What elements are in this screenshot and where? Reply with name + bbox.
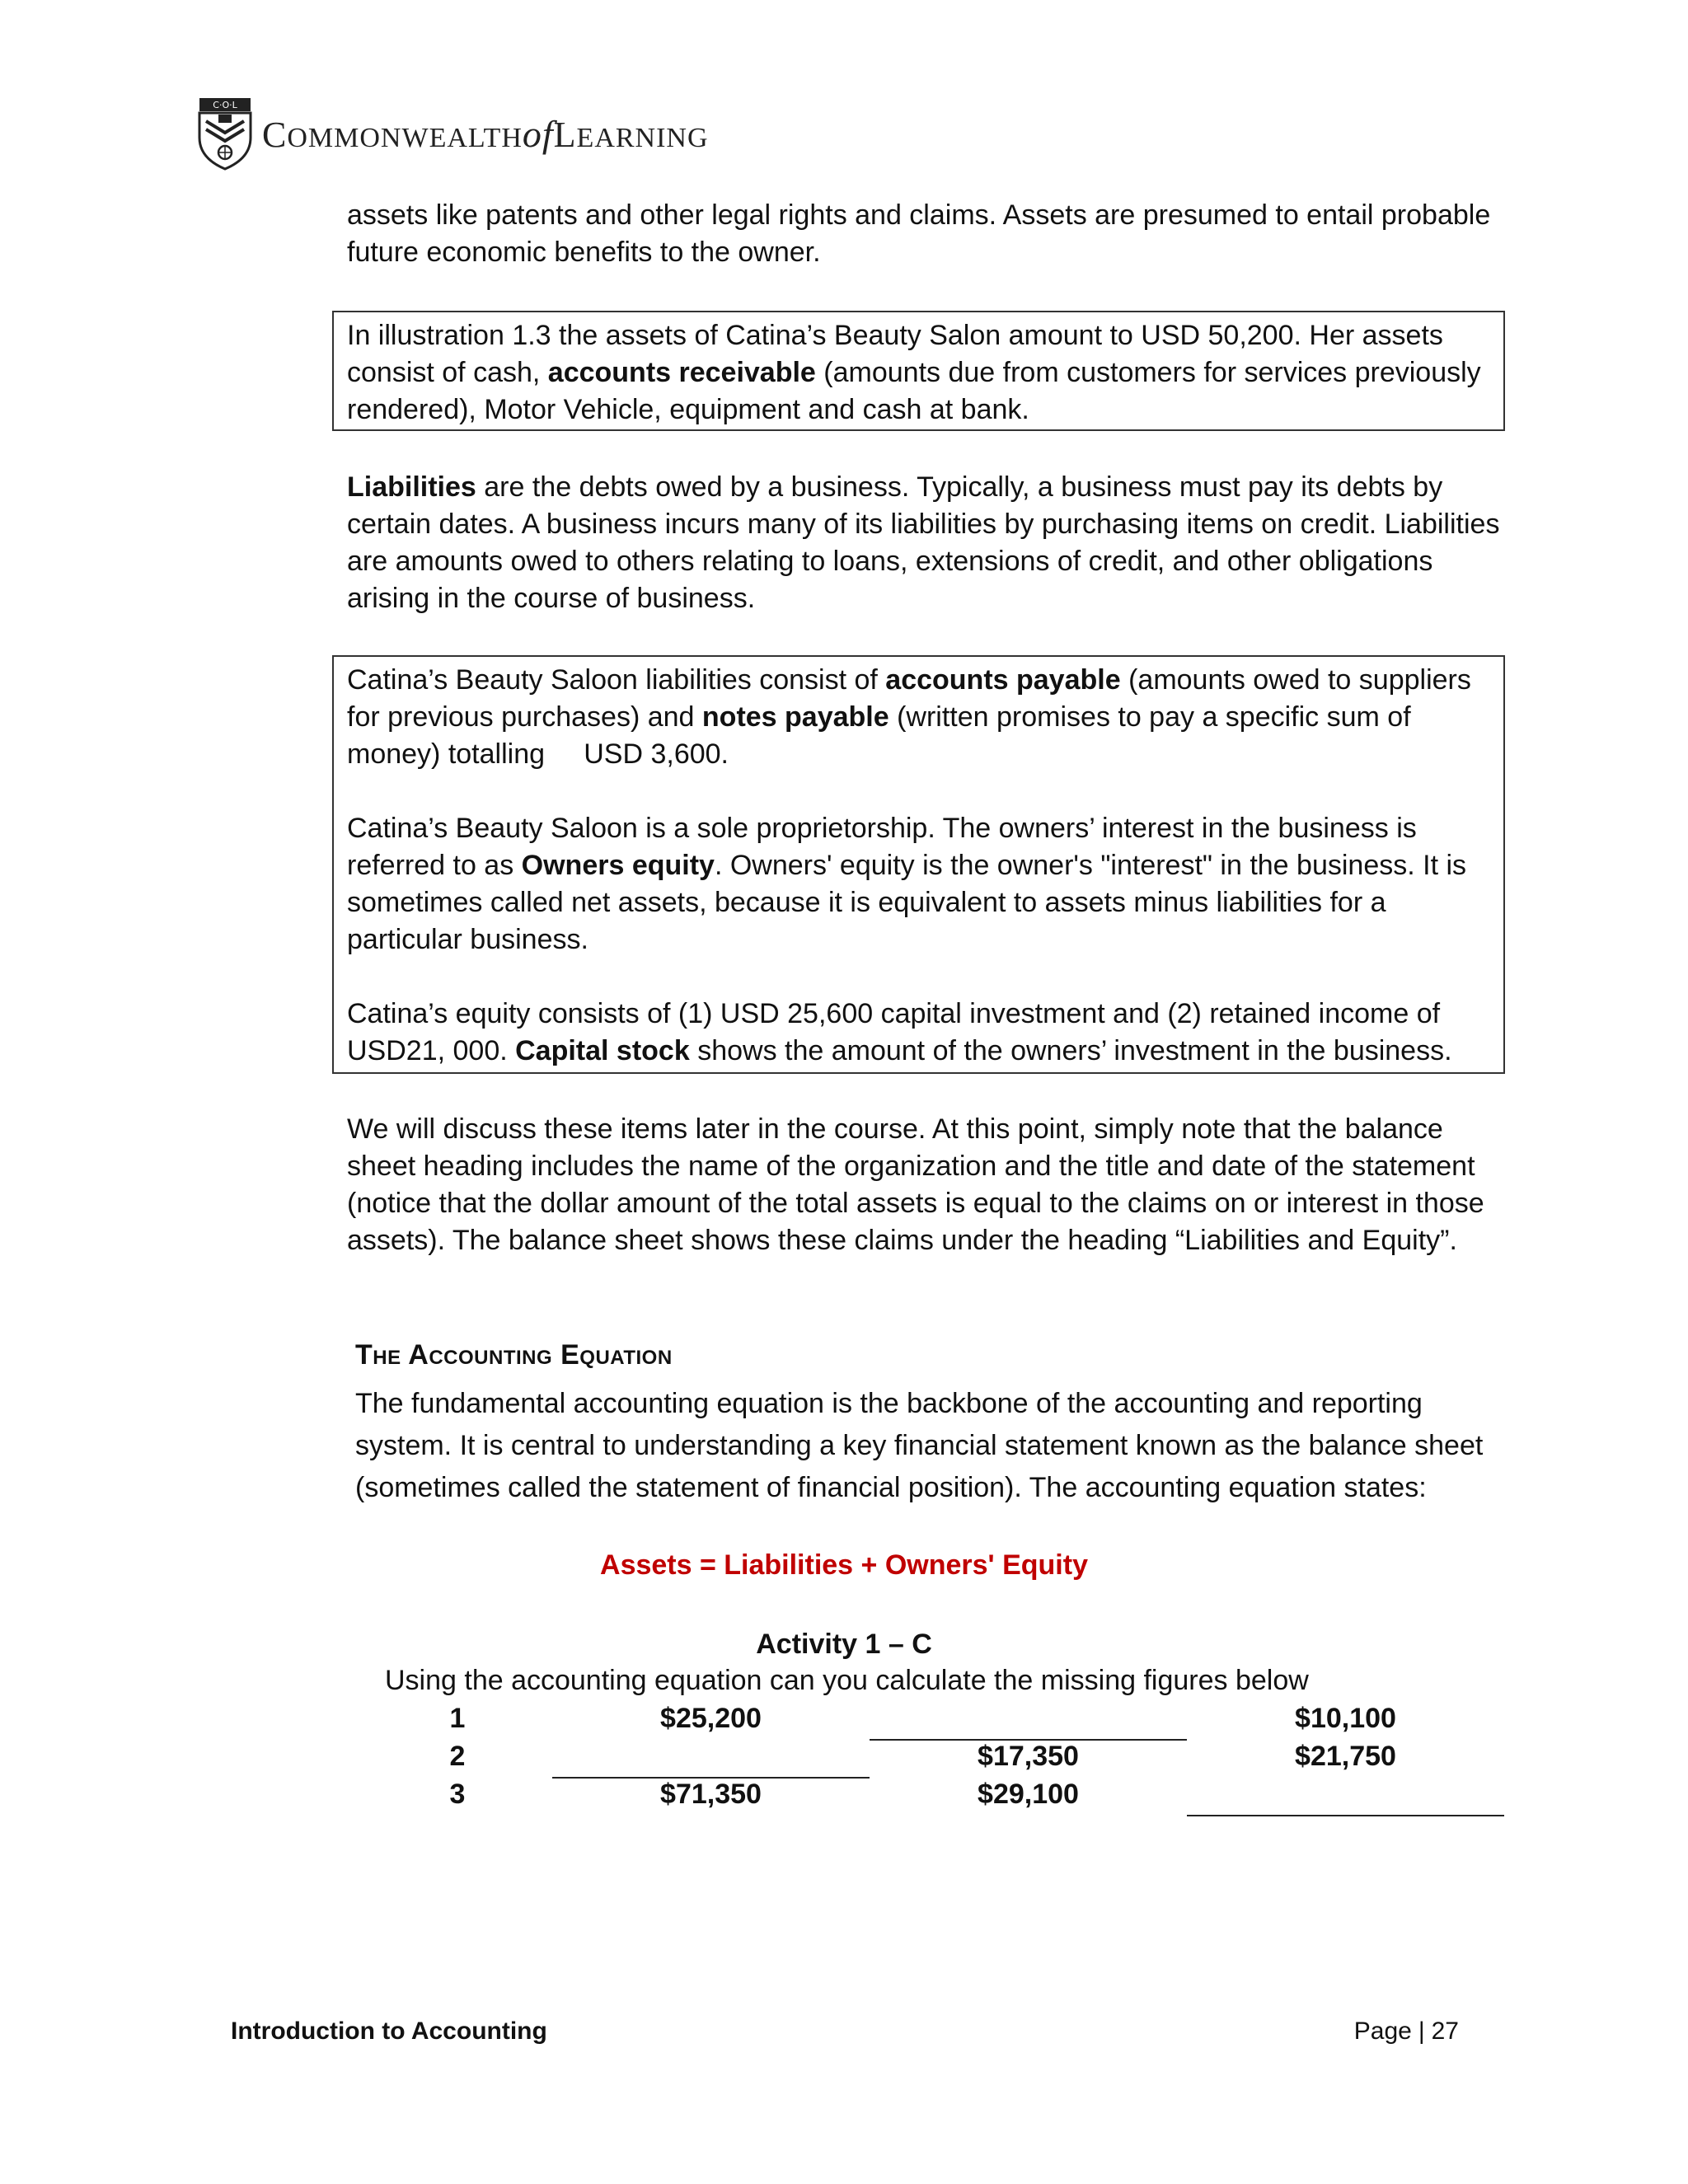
activity-title: Activity 1 – C xyxy=(756,1629,932,1660)
row-number: 3 xyxy=(449,1779,466,1810)
paragraph-assets-intro: assets like patents and other legal rights and claims. Assets are presumed to entail probable future economic benefits to the owner. xyxy=(347,199,1491,268)
footer-course-title: Introduction to Accounting xyxy=(231,2018,547,2045)
row-number: 1 xyxy=(449,1703,466,1734)
row-number: 2 xyxy=(449,1741,466,1772)
activity-row xyxy=(0,1741,1688,1779)
col-crest-icon xyxy=(196,96,254,171)
box-liabilities-text: Catina’s Beauty Saloon liabilities consist of accounts payable (amounts owed to suppliers for previous purchases) and notes payable (written promises to pay a specific sum of money) totalling USD 3,600. xyxy=(347,664,1471,770)
equity-value: $21,750 xyxy=(1295,1741,1396,1772)
crest-letters: C·O·L xyxy=(213,100,237,110)
liabilities-value: $17,350 xyxy=(978,1741,1079,1772)
box-capital-text: Catina’s equity consists of (1) USD 25,600 capital investment and (2) retained income of USD21, 000. Capital stock shows the amount of the owners’ investment in the business. xyxy=(347,998,1452,1066)
col-logo xyxy=(196,96,709,171)
accounting-equation: Assets = Liabilities + Owners' Equity xyxy=(600,1549,1088,1581)
liabilities-value: $29,100 xyxy=(978,1779,1079,1810)
assets-value: $71,350 xyxy=(660,1779,762,1810)
box-owners-equity-text: Catina’s Beauty Saloon is a sole proprietorship. The owners’ interest in the business is referred to as Owners equity. Owners' equity is the owner's "interest" in the business. It is sometimes called net assets, because it is equivalent to assets minus liabilities for a particular business. xyxy=(347,813,1467,955)
equity-value: $10,100 xyxy=(1295,1703,1396,1734)
paragraph-accounting-equation: The fundamental accounting equation is the backbone of the accounting and reporting system. It is central to understanding a key financial statement known as the balance sheet (sometimes called the statement of financial position). The accounting equation states: xyxy=(355,1388,1484,1503)
paragraph-liabilities: Liabilities are the debts owed by a business. Typically, a business must pay its debts by certain dates. A business incurs many of its liabilities by purchasing items on credit. Liabilities are amounts owed to others relating to loans, extensions of credit, and other obligations arising in the course of business. xyxy=(347,471,1500,614)
footer-page-number: Page | 27 xyxy=(1353,2018,1459,2045)
illustration-box-liabilities-equity xyxy=(332,655,1505,1074)
activity-row xyxy=(0,1703,1688,1741)
activity-instruction: Using the accounting equation can you calculate the missing figures below xyxy=(385,1665,1309,1696)
logo-wordmark: COMMONWEALTHofLEARNING xyxy=(262,112,709,155)
illustration-box-assets: In illustration 1.3 the assets of Catina’s Beauty Salon amount to USD 50,200. Her assets consist of cash, accounts receivable (amounts due from customers for services previously rendered), Motor Vehicle, equipment and cash at bank. xyxy=(332,311,1505,431)
assets-value: $25,200 xyxy=(660,1703,762,1734)
paragraph-balance-sheet: We will discuss these items later in the course. At this point, simply note that the balance sheet heading includes the name of the organization and the title and date of the statement (notice that the dollar amount of the total assets is equal to the claims on or interest in those assets). The balance sheet shows these claims under the heading “Liabilities and Equity”. xyxy=(347,1113,1484,1256)
equity-blank[interactable] xyxy=(1187,1815,1504,1816)
activity-row xyxy=(0,1779,1688,1816)
section-heading: The Accounting Equation xyxy=(355,1339,673,1371)
